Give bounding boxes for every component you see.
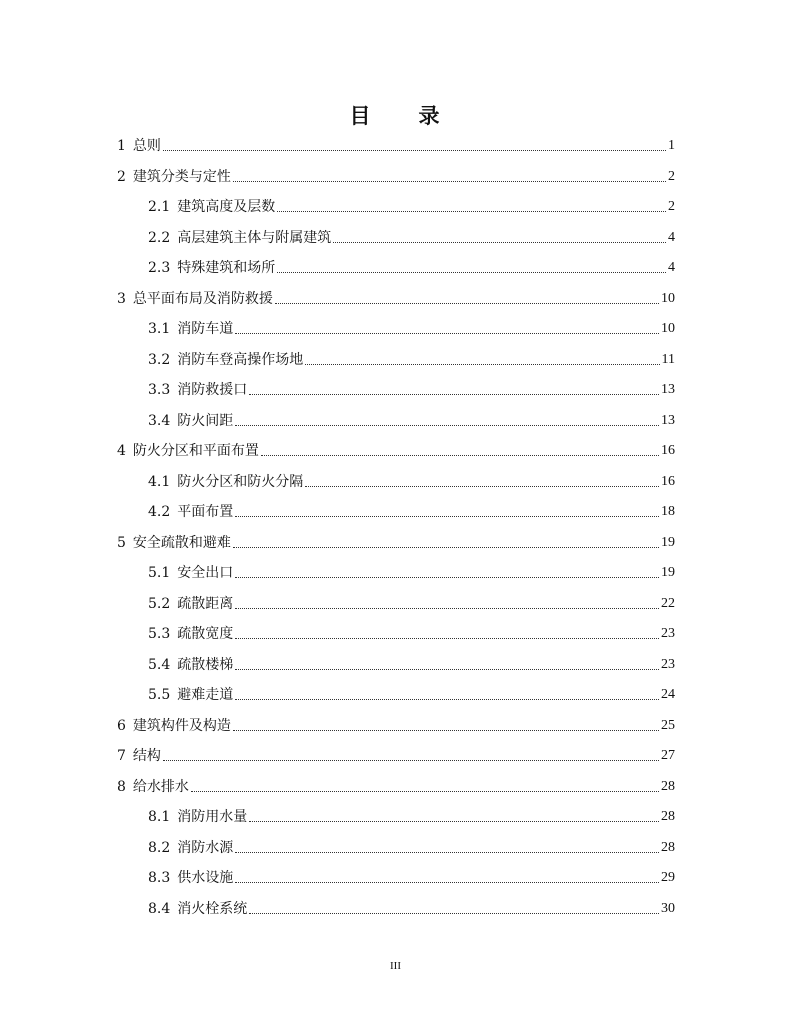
dot-leader — [235, 425, 659, 426]
toc-entry-label: 建筑高度及层数 — [177, 199, 276, 215]
dot-leader — [235, 699, 659, 700]
dot-leader — [275, 303, 659, 304]
toc-entry-number: 8.4 — [148, 900, 171, 917]
toc-entry-label: 消防水源 — [177, 839, 234, 856]
dot-leader — [233, 181, 666, 182]
toc-entry[interactable] — [148, 228, 675, 248]
toc-entry-number: 4.1 — [148, 473, 171, 490]
toc-entry-number: 4.2 — [148, 504, 171, 520]
toc-entry-page: 19 — [661, 565, 675, 580]
dot-leader — [233, 730, 659, 731]
toc-entry-number: 5 — [117, 534, 126, 551]
toc-entry-number: 3.2 — [148, 351, 171, 368]
toc-entry-page: 30 — [661, 900, 675, 916]
dot-leader — [235, 852, 659, 853]
dot-leader — [235, 577, 659, 578]
dot-leader — [235, 608, 659, 609]
toc-entry[interactable] — [117, 746, 675, 766]
toc-entry-number: 1 — [117, 138, 126, 154]
toc-entry-page: 10 — [661, 290, 675, 306]
dot-leader — [249, 394, 659, 395]
toc-entry-number: 5.1 — [148, 565, 171, 581]
dot-leader — [249, 913, 659, 914]
toc-entry-page: 29 — [661, 870, 675, 885]
toc-entry-label: 平面布置 — [177, 504, 234, 520]
toc-entry-number: 3 — [117, 290, 126, 307]
dot-leader — [235, 882, 659, 883]
dot-leader — [277, 272, 666, 273]
toc-entry-page: 13 — [661, 412, 675, 428]
toc-entry-page: 4 — [668, 260, 675, 275]
toc-entry-label: 消防车登高操作场地 — [177, 351, 304, 368]
toc-entry-label: 疏散距离 — [177, 595, 234, 612]
toc-entry-number: 2.2 — [148, 229, 171, 246]
toc-entry-label: 安全出口 — [177, 565, 234, 581]
toc-entry[interactable] — [148, 807, 675, 827]
toc-entry[interactable] — [148, 838, 675, 858]
toc-entry-page: 10 — [661, 321, 675, 336]
toc-entry-label: 建筑分类与定性 — [132, 168, 231, 185]
toc-entry-number: 8.2 — [148, 839, 171, 856]
toc-entry-page: 2 — [668, 168, 675, 184]
toc-entry-number: 7 — [117, 748, 126, 764]
toc-entry[interactable] — [148, 319, 675, 339]
toc-entry-page: 18 — [661, 504, 675, 519]
toc-entry[interactable] — [148, 655, 675, 675]
toc-entry-number: 8.3 — [148, 870, 171, 886]
dot-leader — [233, 547, 659, 548]
toc-entry-page: 27 — [661, 748, 675, 763]
toc-entry[interactable] — [148, 624, 675, 644]
toc-entry[interactable] — [148, 258, 675, 278]
dot-leader — [235, 333, 659, 334]
page-title: 目 录 — [349, 103, 442, 128]
toc-entry[interactable] — [148, 197, 675, 217]
toc-entry-number: 5.3 — [148, 626, 171, 642]
toc-entry-page: 28 — [661, 778, 675, 794]
toc-entry-number: 5.2 — [148, 595, 171, 612]
dot-leader — [305, 364, 659, 365]
toc-entry-label: 给水排水 — [132, 778, 189, 795]
toc-entry-number: 8.1 — [148, 809, 171, 825]
toc-entry-number: 4 — [117, 443, 126, 459]
toc-entry[interactable] — [148, 472, 675, 492]
toc-entry[interactable] — [117, 533, 675, 553]
toc-entry-page: 2 — [668, 199, 675, 214]
toc-entry-label: 消防车道 — [177, 321, 234, 337]
toc-entry-page: 25 — [661, 717, 675, 733]
toc-entry[interactable] — [148, 411, 675, 431]
toc-entry-label: 结构 — [132, 748, 161, 764]
toc-entry-label: 消防用水量 — [177, 809, 248, 825]
toc-entry-label: 总平面布局及消防救援 — [132, 290, 273, 307]
toc-entry[interactable] — [117, 441, 675, 461]
dot-leader — [333, 242, 666, 243]
toc-entry[interactable] — [148, 594, 675, 614]
toc-entry-page: 16 — [661, 443, 675, 458]
toc-entry[interactable] — [148, 350, 675, 370]
toc-entry-page: 22 — [661, 595, 675, 611]
dot-leader — [305, 486, 659, 487]
toc-entry-page: 24 — [661, 687, 675, 702]
toc-entry-label: 疏散宽度 — [177, 626, 234, 642]
dot-leader — [163, 150, 666, 151]
toc-entry-number: 3.4 — [148, 412, 171, 429]
toc-entry[interactable] — [148, 899, 675, 919]
toc-entry-label: 安全疏散和避难 — [132, 534, 231, 551]
toc-entry-number: 5.4 — [148, 656, 171, 673]
toc-entry-number: 2.3 — [148, 260, 171, 276]
toc-entry[interactable] — [117, 716, 675, 736]
toc-entry-label: 疏散楼梯 — [177, 656, 234, 673]
toc-entry-label: 建筑构件及构造 — [132, 717, 231, 734]
toc-entry-label: 特殊建筑和场所 — [177, 260, 276, 276]
toc-entry[interactable] — [117, 289, 675, 309]
toc-entry-number: 3.3 — [148, 382, 171, 398]
toc-entry-label: 消防救援口 — [177, 382, 248, 398]
toc-entry[interactable] — [117, 136, 675, 156]
toc-entry-label: 高层建筑主体与附属建筑 — [177, 229, 332, 246]
dot-leader — [249, 821, 659, 822]
toc-entry-label: 避难走道 — [177, 687, 234, 703]
page-number-footer: III — [390, 960, 401, 972]
dot-leader — [261, 455, 659, 456]
dot-leader — [163, 760, 659, 761]
dot-leader — [235, 638, 659, 639]
dot-leader — [235, 669, 659, 670]
toc-entry-page: 23 — [661, 656, 675, 672]
toc-entry-number: 8 — [117, 778, 126, 795]
toc-entry-label: 防火分区和平面布置 — [132, 443, 259, 459]
toc-entry-label: 总则 — [132, 138, 161, 154]
toc-entry-number: 5.5 — [148, 687, 171, 703]
dot-leader — [277, 211, 666, 212]
toc-entry-number: 3.1 — [148, 321, 171, 337]
dot-leader — [235, 516, 659, 517]
toc-entry[interactable] — [148, 563, 675, 583]
toc-entry[interactable] — [148, 685, 675, 705]
toc-entry-number: 2.1 — [148, 199, 171, 215]
toc-entry-page: 13 — [661, 382, 675, 397]
toc-entry-page: 4 — [668, 229, 675, 245]
toc-entry-number: 6 — [117, 717, 126, 734]
toc-entry-page: 11 — [661, 351, 675, 367]
dot-leader — [191, 791, 659, 792]
toc-entry-label: 消火栓系统 — [177, 900, 248, 917]
toc-entry[interactable] — [148, 380, 675, 400]
toc-entry-page: 1 — [668, 138, 675, 153]
toc-entry-label: 防火间距 — [177, 412, 234, 429]
toc-entry[interactable] — [148, 868, 675, 888]
toc-entry-label: 供水设施 — [177, 870, 234, 886]
toc-entry[interactable] — [117, 167, 675, 187]
toc-entry-page: 19 — [661, 534, 675, 550]
toc-entry-page: 16 — [661, 473, 675, 489]
toc-entry-number: 2 — [117, 168, 126, 185]
toc-entry-label: 防火分区和防火分隔 — [177, 473, 304, 490]
toc-entry-page: 28 — [661, 839, 675, 855]
toc-entry[interactable] — [117, 777, 675, 797]
toc-entry-page: 28 — [661, 809, 675, 824]
toc-entry-page: 23 — [661, 626, 675, 641]
toc-entry[interactable] — [148, 502, 675, 522]
